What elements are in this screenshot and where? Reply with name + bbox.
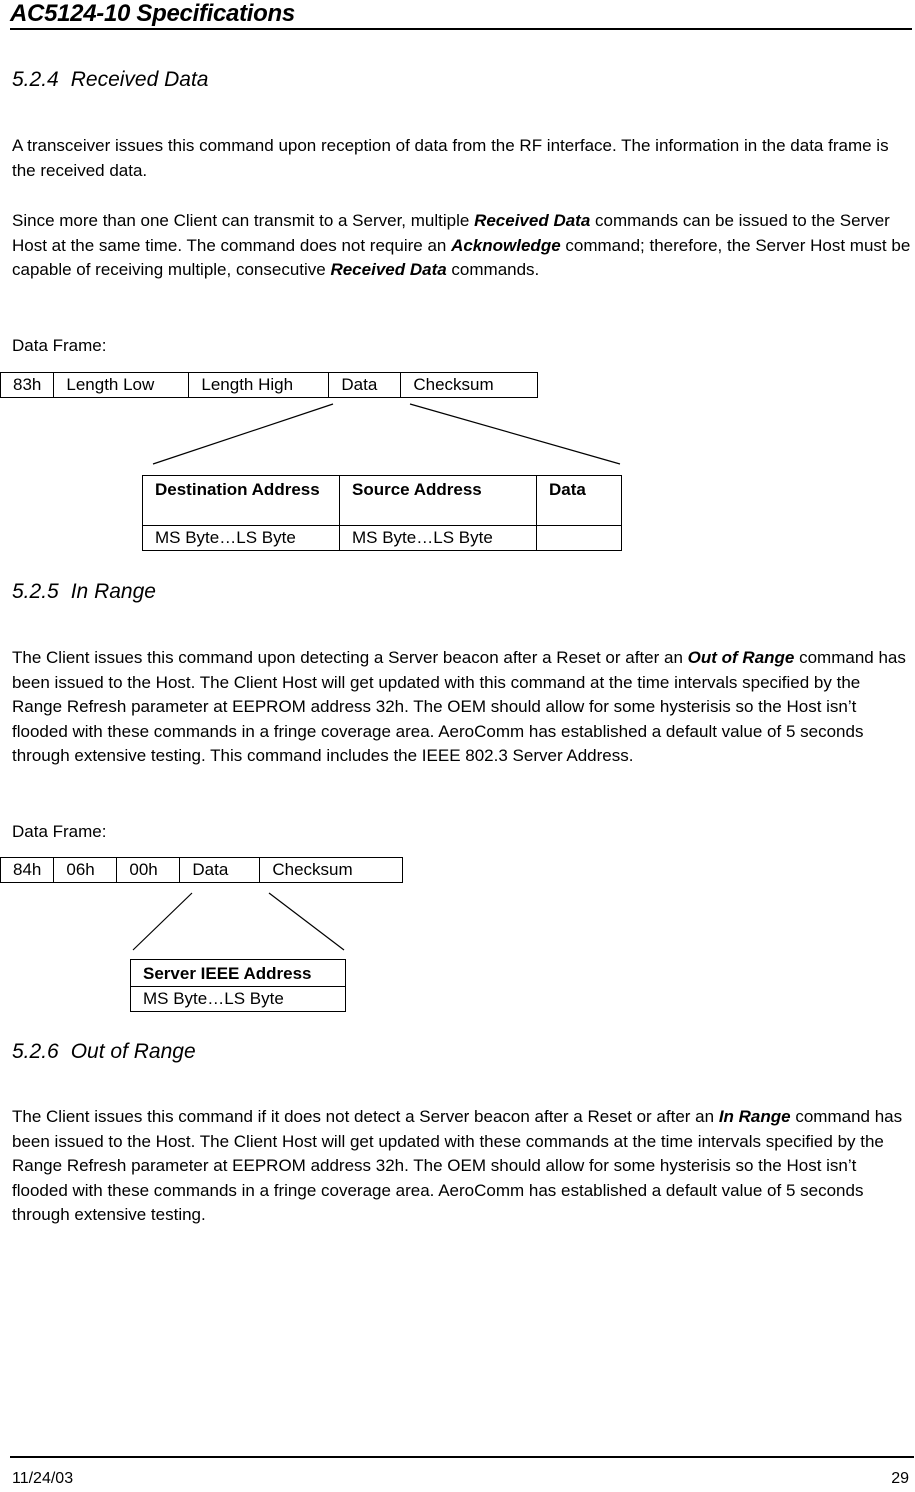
sub-value: MS Byte…LS Byte [131,987,346,1012]
section-number: 5.2.5 [12,580,59,603]
sub-header-data: Data [537,476,622,526]
connector-line [133,893,192,950]
frame-cell: 00h [117,858,180,883]
text-run: command has been issued to the Host. The Client Host will get updated with this command at the time intervals specified by the Range Refresh parameter at EEPROM address 32h. The OEM should allow for some hysterisis so the Host isn’t flooded with these commands in a fringe coverage area. AeroComm has established a default value of 5 seconds through extensive testing. This command includes the IEEE 802.3 Server Address. [12,648,906,765]
data-frame-label: Data Frame: [12,336,107,355]
command-name-in-range: In Range [718,1107,791,1126]
sub-header-source: Source Address [340,476,537,526]
frame-cell: 06h [54,858,117,883]
command-name-received-data: Received Data [474,211,591,230]
footer-date: 11/24/03 [12,1470,74,1487]
text-run: The Client issues this command upon detecting a Server beacon after a Reset or after an [12,648,688,667]
sub-value: MS Byte…LS Byte [340,526,537,551]
sub-header-server-ieee-address: Server IEEE Address [131,960,346,987]
sub-header-destination: Destination Address [143,476,340,526]
frame-cell: Checksum [401,373,538,398]
frame-cell: Length High [189,373,329,398]
text-run: The Client issues this command if it does not detect a Server beacon after a Reset or after an [12,1107,719,1126]
section-number: 5.2.4 [12,68,59,91]
section-title: Received Data [70,68,209,91]
document-header-title: AC5124-10 Specifications [10,0,295,27]
section-number: 5.2.6 [12,1040,59,1063]
command-name-out-of-range: Out of Range [687,648,795,667]
command-name-received-data: Received Data [330,260,447,279]
text-run: Since more than one Client can transmit to a Server, multiple [12,211,475,230]
section-title: In Range [70,580,156,603]
connector-line [410,404,620,464]
frame-cell: Length Low [54,373,189,398]
paragraph-received-1: A transceiver issues this command upon reception of data from the RF interface. The information in the data frame is the received data. [12,136,889,180]
connector-line [153,404,333,464]
frame-cell: Data [180,858,260,883]
command-name-acknowledge: Acknowledge [451,235,561,255]
text-run: command; therefore, the Server Host must be capable of receiving multiple, consecutive [12,235,911,279]
frame-cell: Checksum [260,858,403,883]
data-frame-label: Data Frame: [12,822,107,841]
footer-page-number: 29 [891,1470,909,1487]
sub-value: MS Byte…LS Byte [143,526,340,551]
text-run: commands can be issued to the Server Host at the same time. The command does not require an [12,211,890,255]
footer-rule [10,1456,914,1458]
frame-cell: 83h [1,373,54,398]
frame-cell: 84h [1,858,54,883]
connector-line [269,893,344,950]
frame-cell: Data [329,373,401,398]
section-title: Out of Range [70,1040,196,1063]
text-run: commands. [446,260,540,279]
text-run: command has been issued to the Host. The Client Host will get updated with these commands at the time intervals specified by the Range Refresh parameter at EEPROM address 32h. The OEM should allow for some hysterisis so the Host isn’t flooded with these commands in a fringe coverage area. AeroComm has established a default value of 5 seconds through extensive testing. [12,1107,903,1224]
